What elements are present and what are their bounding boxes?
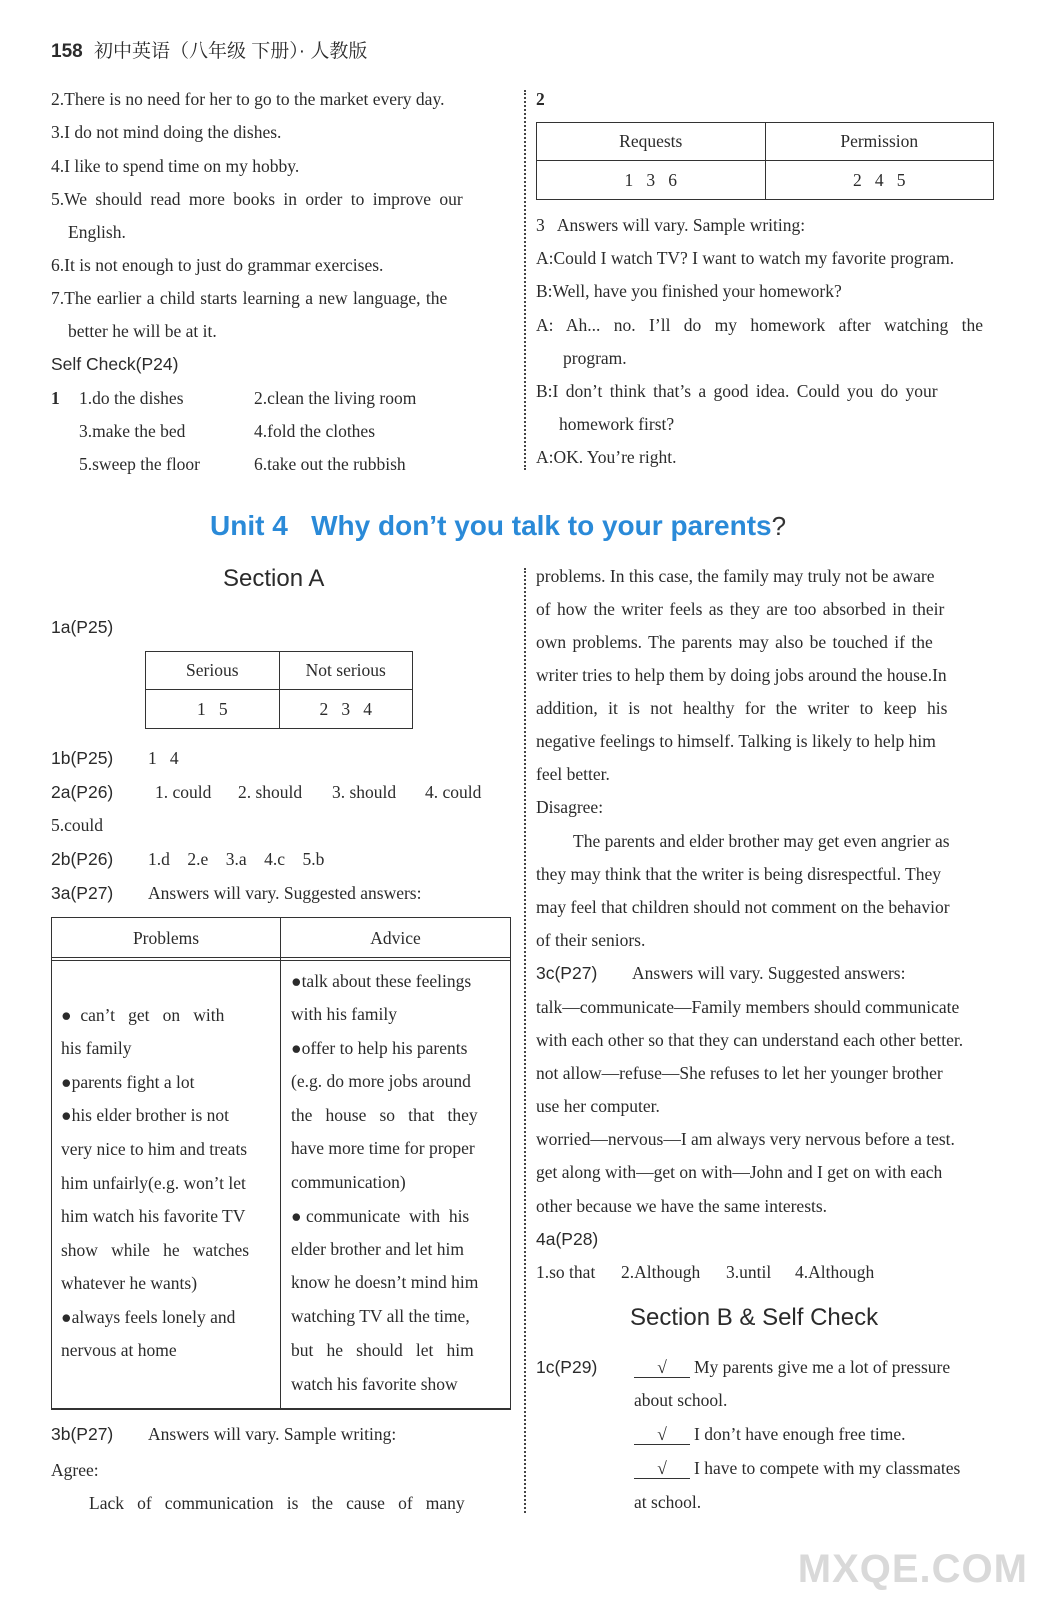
problem-line-1: his family: [61, 1038, 132, 1058]
vocab-line-1: with each other so that they can understand each other better.: [536, 1030, 964, 1050]
tr-line-0: 3 Answers will vary. Sample writing:: [536, 215, 806, 235]
vocab-line-4: worried—nervous—I am always very nervous before a test.: [536, 1129, 955, 1149]
essay-line-4: addition, it is not healthy for the writer to keep his: [536, 698, 948, 718]
advice-line-7: ● communicate with his: [291, 1206, 470, 1226]
agree-label: Agree:: [51, 1460, 99, 1480]
not-serious-values: 2 3 4: [279, 690, 413, 729]
problem-line-4: very nice to him and treats: [61, 1139, 248, 1159]
value-2a-2: 2. should: [238, 782, 303, 802]
tl-line-0: 2.There is no need for her to go to the market every day.: [51, 89, 445, 109]
problem-line-9: ●always feels lonely and: [61, 1307, 236, 1327]
label-1c: 1c(P29): [536, 1357, 598, 1377]
tr-line-5: B:I don’t think that’s a good idea. Could you do your: [536, 381, 938, 401]
label-3c: 3c(P27): [536, 963, 598, 983]
agree-line: Lack of communication is the cause of many: [89, 1493, 465, 1513]
section-a-heading: Section A: [223, 565, 325, 592]
tl-line-1: 3.I do not mind doing the dishes.: [51, 122, 282, 142]
advice-header: Advice: [370, 928, 421, 948]
problem-line-8: whatever he wants): [61, 1273, 198, 1293]
problem-line-10: nervous at home: [61, 1340, 177, 1360]
tr-line-6: homework first?: [559, 414, 675, 434]
vocab-line-0: talk—communicate—Family members should communicate: [536, 997, 960, 1017]
disagree-line-0: The parents and elder brother may get even angrier as: [573, 831, 950, 851]
vocab-line-5: get along with—get on with—John and I get on with each: [536, 1162, 943, 1182]
section-b-heading: Section B & Self Check: [630, 1304, 879, 1331]
permission-values: 2 4 5: [765, 161, 994, 200]
sc-item-5: 5.sweep the floor: [79, 454, 201, 474]
check-text-3: I have to compete with my classmates: [694, 1458, 961, 1478]
requests-values: 1 3 6: [537, 161, 766, 200]
problem-line-3: ●his elder brother is not: [61, 1105, 230, 1125]
tl-line-7: better he will be at it.: [68, 321, 217, 341]
problem-line-2: ●parents fight a lot: [61, 1072, 195, 1092]
self-check-label: Self Check(P24): [51, 354, 179, 374]
label-1a: 1a(P25): [51, 617, 114, 637]
sc-num: 1: [51, 388, 60, 408]
sc-item-1: 1.do the dishes: [79, 388, 184, 408]
tl-line-5: 6.It is not enough to just do grammar exercises.: [51, 255, 384, 275]
sc-item-3: 3.make the bed: [79, 421, 186, 441]
value-4a-1: 1.so that: [536, 1262, 596, 1282]
serious-header: Serious: [146, 652, 280, 690]
not-serious-header: Not serious: [279, 652, 413, 690]
value-3a: Answers will vary. Suggested answers:: [148, 883, 422, 903]
problem-line-0: ● can’t get on with: [61, 1005, 225, 1025]
value-4a-2: 2.Although: [621, 1262, 701, 1282]
page-header: [51, 36, 367, 63]
disagree-line-2: may feel that children should not comment on the behavior: [536, 897, 950, 917]
pa-header-line-2: [52, 960, 510, 961]
advice-line-1: with his family: [291, 1004, 397, 1024]
advice-line-4: the house so that they: [291, 1105, 478, 1125]
tr-line-7: A:OK. You’re right.: [536, 447, 677, 467]
label-3b: 3b(P27): [51, 1424, 114, 1444]
check-mark-2: √: [634, 1424, 690, 1445]
advice-line-9: know he doesn’t mind him: [291, 1272, 479, 1292]
problem-line-6: him watch his favorite TV: [61, 1206, 246, 1226]
check-item-1: [634, 1357, 950, 1378]
essay-line-5: negative feelings to himself. Talking is likely to help him: [536, 731, 936, 751]
check-mark-1: √: [634, 1357, 690, 1378]
requests-table: [536, 122, 994, 200]
tl-line-3: 5.We should read more books in order to improve our: [51, 189, 463, 209]
disagree-line-1: they may think that the writer is being disrespectful. They: [536, 864, 941, 884]
serious-table: [145, 651, 413, 729]
label-2b: 2b(P26): [51, 849, 114, 869]
sc-item-6: 6.take out the rubbish: [254, 454, 406, 474]
value-2a-5: 5.could: [51, 815, 104, 835]
essay-line-1: of how the writer feels as they are too absorbed in their: [536, 599, 945, 619]
unit-title-qmark: ?: [771, 511, 787, 541]
check-mark-3: √: [634, 1458, 690, 1479]
check-item-1-cont: about school.: [634, 1390, 728, 1410]
essay-line-0: problems. In this case, the family may truly not be aware: [536, 566, 935, 586]
tr-line-1: A:Could I watch TV? I want to watch my favorite program.: [536, 248, 955, 268]
tl-line-2: 4.I like to spend time on my hobby.: [51, 156, 300, 176]
advice-line-3: (e.g. do more jobs around: [291, 1071, 471, 1091]
value-2b: 1.d 2.e 3.a 4.c 5.b: [148, 849, 325, 869]
advice-line-11: but he should let him: [291, 1340, 474, 1360]
watermark-logo: MXQE.COM: [797, 1547, 1028, 1591]
problem-line-7: show while he watches: [61, 1240, 250, 1260]
advice-line-0: ●talk about these feelings: [291, 971, 472, 991]
tr-line-4: program.: [563, 348, 627, 368]
pa-col-divider: [280, 918, 281, 1408]
value-4a-3: 3.until: [726, 1262, 772, 1282]
tl-line-4: English.: [68, 222, 126, 242]
pa-header-line: [52, 957, 510, 958]
vocab-line-2: not allow—refuse—She refuses to let her younger brother: [536, 1063, 943, 1083]
check-text-2: I don’t have enough free time.: [694, 1424, 906, 1444]
essay-line-3: writer tries to help them by doing jobs around the house.In: [536, 665, 947, 685]
tl-line-6: 7.The earlier a child starts learning a new language, the: [51, 288, 448, 308]
advice-line-8: elder brother and let him: [291, 1239, 464, 1259]
value-2a-1: 1. could: [155, 782, 212, 802]
advice-line-10: watching TV all the time,: [291, 1306, 470, 1326]
check-item-3-cont: at school.: [634, 1492, 702, 1512]
value-2a-4: 4. could: [425, 782, 482, 802]
serious-values: 1 5: [146, 690, 280, 729]
problems-header: Problems: [132, 928, 200, 948]
sc-item-4: 4.fold the clothes: [254, 421, 376, 441]
column-divider-bottom: [524, 568, 526, 1513]
value-3b: Answers will vary. Sample writing:: [148, 1424, 397, 1444]
value-4a-4: 4.Although: [795, 1262, 875, 1282]
advice-line-6: communication): [291, 1172, 406, 1192]
check-item-2: [634, 1424, 906, 1445]
unit-title-text: Unit 4 Why don’t you talk to your parents: [210, 510, 772, 541]
problem-line-5: him unfairly(e.g. won’t let: [61, 1173, 246, 1193]
value-3c: Answers will vary. Suggested answers:: [632, 963, 906, 983]
essay-line-6: feel better.: [536, 764, 610, 784]
essay-line-2: own problems. The parents may also be touched if the: [536, 632, 933, 652]
unit-title: [210, 510, 786, 542]
vocab-line-6: other because we have the same interests.: [536, 1196, 828, 1216]
page-number: 158: [51, 41, 83, 62]
label-3a: 3a(P27): [51, 883, 114, 903]
tr-num-2: 2: [536, 89, 545, 109]
disagree-label: Disagree:: [536, 797, 604, 817]
advice-line-12: watch his favorite show: [291, 1374, 458, 1394]
vocab-line-3: use her computer.: [536, 1096, 660, 1116]
check-text-1: My parents give me a lot of pressure: [694, 1357, 951, 1377]
value-1b: 1 4: [148, 748, 179, 768]
advice-line-2: ●offer to help his parents: [291, 1038, 468, 1058]
disagree-line-3: of their seniors.: [536, 930, 646, 950]
sc-item-2: 2.clean the living room: [254, 388, 417, 408]
label-4a: 4a(P28): [536, 1229, 599, 1249]
label-1b: 1b(P25): [51, 748, 114, 768]
requests-header: Requests: [537, 123, 766, 161]
tr-line-3: A: Ah... no. I’ll do my homework after watching the: [536, 315, 983, 335]
column-divider-top: [524, 90, 526, 470]
advice-line-5: have more time for proper: [291, 1138, 475, 1158]
value-2a-3: 3. should: [332, 782, 397, 802]
book-title: 初中英语（八年级 下册）· 人教版: [93, 41, 368, 62]
tr-line-2: B:Well, have you finished your homework?: [536, 281, 842, 301]
permission-header: Permission: [765, 123, 994, 161]
label-2a: 2a(P26): [51, 782, 114, 802]
check-item-3: [634, 1458, 960, 1479]
